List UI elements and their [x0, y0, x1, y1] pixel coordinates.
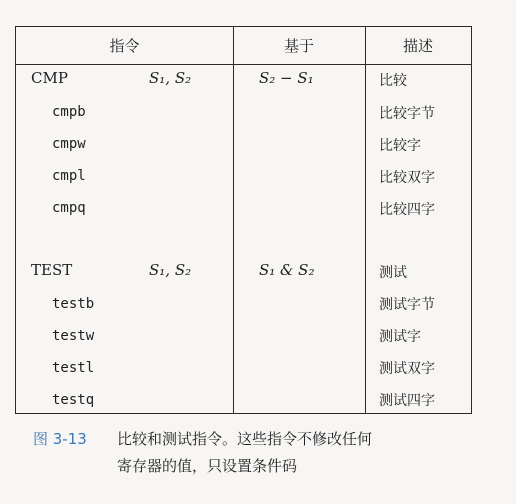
instr-cmpw: cmpw: [52, 136, 86, 152]
caption-text-line2: 寄存器的值，只设置条件码: [117, 457, 298, 475]
caption-text-line1: 比较和测试指令。这些指令不修改任何: [117, 430, 373, 448]
header-based-on: 基于: [283, 37, 314, 55]
instr-testb: testb: [52, 296, 95, 312]
column-divider: [233, 27, 234, 413]
instr-test: TEST: [31, 261, 73, 279]
column-divider: [365, 27, 366, 413]
desc-testb: 测试字节: [379, 297, 435, 313]
desc-testl: 测试双字: [379, 361, 435, 377]
instr-testl: testl: [52, 360, 95, 376]
based-on-cmp: S₂ − S₁: [259, 69, 314, 87]
instr-testq: testq: [52, 392, 95, 408]
instr-cmp: CMP: [31, 69, 68, 87]
header-description: 描述: [402, 37, 433, 55]
instr-cmpq: cmpq: [52, 200, 86, 216]
instr-cmpb: cmpb: [52, 104, 86, 120]
instruction-table: [15, 26, 472, 414]
desc-test: 测试: [379, 265, 407, 281]
figure-caption: [33, 426, 372, 480]
desc-cmpq: 比较四字: [379, 202, 435, 218]
table-header: [16, 27, 471, 65]
operands-test: S₁, S₂: [149, 261, 192, 279]
header-instruction: 指令: [109, 37, 140, 55]
based-on-test: S₁ & S₂: [259, 261, 315, 279]
figure-number: 图 3-13: [33, 430, 87, 448]
desc-cmp: 比较: [379, 73, 407, 89]
instr-cmpl: cmpl: [52, 168, 86, 184]
desc-testq: 测试四字: [379, 393, 435, 409]
operands-cmp: S₁, S₂: [149, 69, 192, 87]
instr-testw: testw: [52, 328, 95, 344]
desc-cmpw: 比较字: [379, 138, 421, 154]
desc-cmpl: 比较双字: [379, 170, 435, 186]
desc-testw: 测试字: [379, 329, 421, 345]
desc-cmpb: 比较字节: [379, 106, 435, 122]
